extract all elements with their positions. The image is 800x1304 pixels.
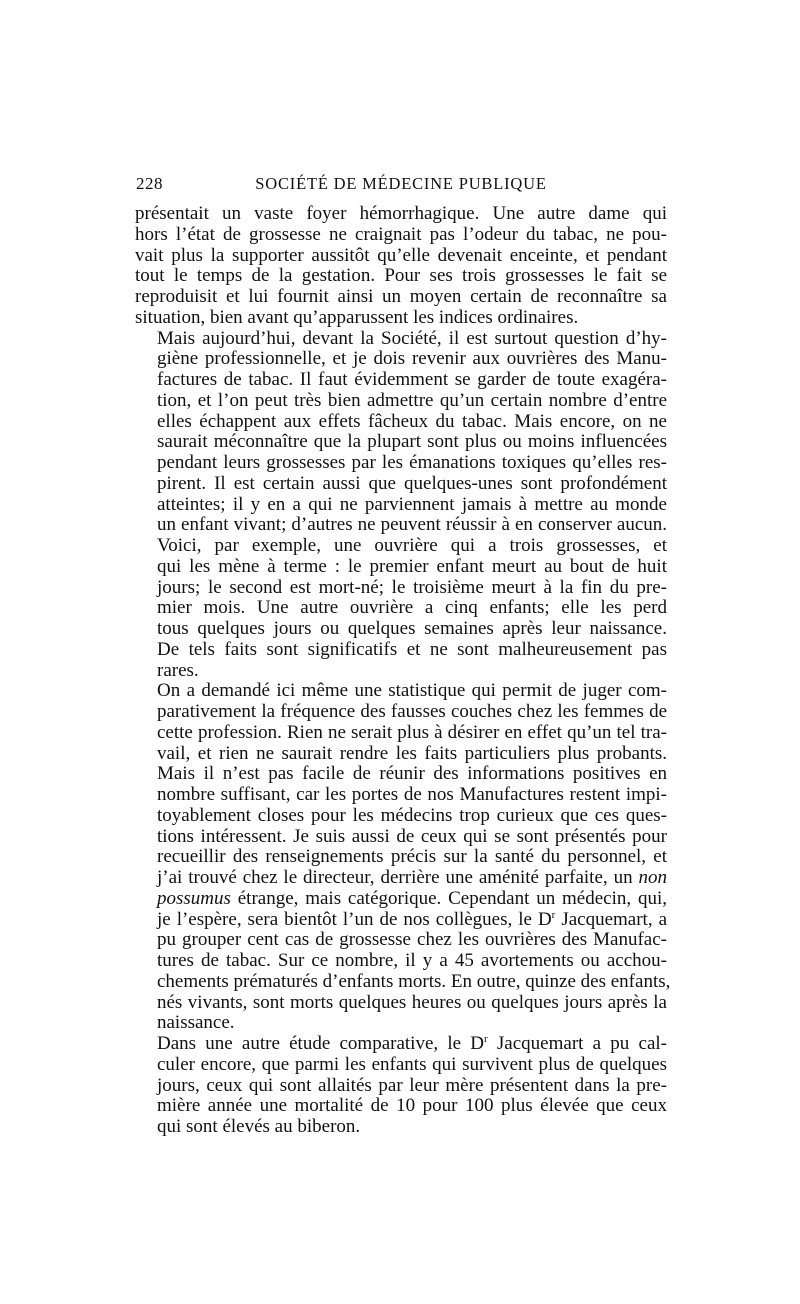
text-line: pirent. Il est certain aussi que quelques-unes sont profondément [157,472,667,494]
superscript: r [484,1033,488,1045]
text-line: On a demandé ici même une statistique qui permit de juger com- [157,680,667,702]
text-line: reproduisit et lui fournit ainsi un moyen certain de reconnaître sa [135,286,667,307]
text-line: giène professionnelle, et je dois revenir aux ouvrières des Manu- [157,348,667,370]
text-line: tures de tabac. Sur ce nombre, il y a 45 avortements ou acchou- [157,950,667,971]
text-line: vail, et rien ne saurait rendre les faits particuliers plus probants. [157,742,667,764]
text-line: mier mois. Une autre ouvrière a cinq enfants; elle les perd [157,597,667,619]
paragraph-2 [135,329,667,682]
text-segment: je l’espère, sera bientôt l’un de nos collègues, le D [157,908,552,930]
text-line: nombre suffisant, car les portes de nos Manufactures restent impi- [157,784,667,805]
text-line [135,910,667,931]
text-line: présentait un vaste foyer hémorrhagique. Une autre dame qui [135,203,667,224]
page-number: 228 [136,174,163,193]
text-line: toyablement closes pour les médecins trop curieux que ces ques- [157,804,667,826]
text-line [135,868,667,889]
paragraph-3 [135,680,671,1034]
text-line: chements prématurés d’enfants morts. En outre, quinze des enfants, [157,970,671,992]
text-line: Mais aujourd’hui, devant la Société, il est surtout question d’hy- [157,327,667,349]
text-line: jours, ceux qui sont allaités par leur mère présentent dans la pre- [157,1074,667,1096]
text-line: qui sont élevés au biberon. [157,1116,361,1137]
superscript: r [551,908,556,921]
text-line: De tels faits sont significatifs et ne sont malheureusement pas [157,638,667,660]
text-line: hors l’état de grossesse ne craignait pas l’odeur du tabac, ne pou- [135,223,667,245]
text-line: pendant leurs grossesses par les émanations toxiques qu’elles res- [157,452,667,473]
text-line: mière année une mortalité de 10 pour 100 plus élevée que ceux [157,1095,667,1117]
text-segment: Jacquemart a pu cal- [487,1033,667,1054]
italic-phrase: non [638,867,668,888]
text-segment: j’ai trouvé chez le directeur, derrière une aménité parfaite, un [157,867,633,888]
text-line: factures de tabac. Il faut évidemment se garder de toute exagéra- [157,369,667,390]
page-header [135,174,667,198]
text-line: vait plus la supporter aussitôt qu’elle devenait enceinte, et pendant [135,244,667,266]
text-line: nés vivants, sont morts quelques heures ou quelques jours après la [157,991,667,1013]
text-line [135,1034,667,1055]
text-line: atteintes; il y en a qui ne parviennent jamais à mettre au monde [157,493,667,515]
text-line: elles échappent aux effets fâcheux du tabac. Mais encore, on ne [157,410,667,432]
text-line: parativement la fréquence des fausses couches chez les femmes de [157,701,667,722]
text-line: tion, et l’on peut très bien admettre qu’un certain nombre d’entre [157,389,667,411]
text-line: jours; le second est mort-né; le troisième meurt à la fin du pre- [157,576,667,598]
text-line: cette profession. Rien ne serait plus à désirer en effet qu’un tel tra- [157,721,667,743]
text-line: Mais il n’est pas facile de réunir des informations positives en [157,763,667,785]
running-head: SOCIÉTÉ DE MÉDECINE PUBLIQUE [255,174,547,193]
text-line: rares. [157,659,199,681]
paragraph-4 [135,1034,667,1138]
text-line: tout le temps de la gestation. Pour ses trois grossesses le fait se [135,265,667,287]
body-text [135,203,671,1138]
text-segment: Jacquemart, a [555,908,668,930]
text-line [135,889,667,910]
paragraph-1 [135,204,667,329]
text-segment: Dans une autre étude comparative, le D [157,1033,485,1054]
text-line: un enfant vivant; d’autres ne peuvent réussir à en conserver aucun. [157,514,667,536]
text-line: Voici, par exemple, une ouvrière qui a trois grossesses, et [157,535,667,556]
text-line: pu grouper cent cas de grossesse chez les ouvrières des Manufac- [157,929,667,951]
text-segment: étrange, mais catégorique. Cependant un médecin, qui, [230,887,667,909]
text-line: tous quelques jours ou quelques semaines après leur naissance. [157,618,667,639]
text-line: saurait méconnaître que la plupart sont plus ou moins influencées [157,431,667,453]
text-line: naissance. [157,1012,235,1034]
text-line: culer encore, que parmi les enfants qui survivent plus de quelques [157,1053,667,1075]
text-line: situation, bien avant qu’apparussent les indices ordinaires. [135,306,579,328]
italic-phrase: possumus [157,887,231,909]
text-line: qui les mène à terme : le premier enfant meurt au bout de huit [157,555,667,577]
text-line: tions intéressent. Je suis aussi de ceux qui se sont présentés pour [157,825,667,847]
text-line: recueillir des renseignements précis sur la santé du personnel, et [157,846,667,868]
